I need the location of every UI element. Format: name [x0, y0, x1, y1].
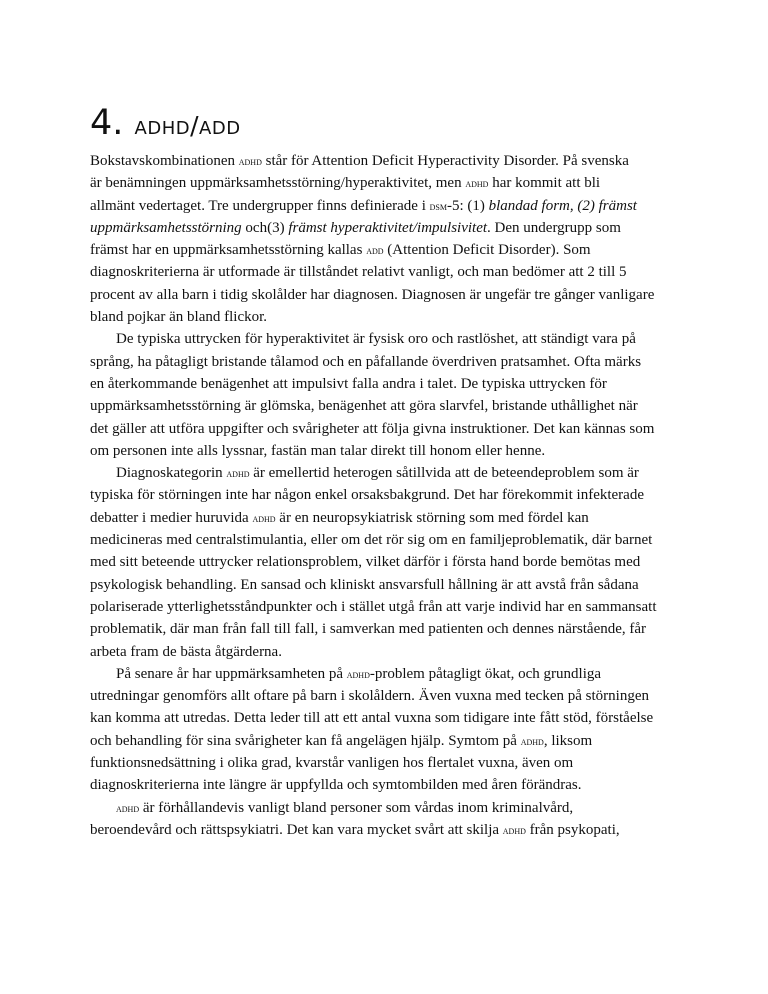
text-run: diagnoskriterierna inte längre är uppfyllda och symtombilden med åren förändras.	[90, 777, 582, 794]
text-line	[90, 284, 690, 306]
text-run: utredningar genomförs allt oftare på barn i skolåldern. Även vuxna med tecken på störningen	[90, 688, 649, 705]
text-run: beroendevård och rättspsykiatri. Det kan vara mycket svårt att skilja	[90, 821, 503, 838]
emphasis: blandad form, (2) främst	[488, 197, 637, 214]
text-line	[90, 239, 690, 261]
paragraph	[90, 462, 690, 663]
text-run: främst har en uppmärksamhetsstörning kallas	[90, 242, 367, 259]
text-line	[90, 730, 690, 752]
chapter-title: adhd/add	[134, 111, 241, 140]
emphasis: uppmärksamhetsstörning	[90, 219, 242, 236]
text-line	[90, 551, 690, 573]
abbreviation: adhd	[520, 733, 544, 748]
text-line	[90, 261, 690, 283]
text-line	[90, 574, 690, 596]
text-line	[90, 507, 690, 529]
chapter-body	[90, 150, 690, 841]
text-run: Diagnoskategorin	[116, 465, 227, 482]
text-run: Bokstavskombinationen	[90, 153, 239, 169]
text-line	[90, 462, 690, 484]
text-run: har kommit att bli	[488, 175, 601, 192]
text-line	[90, 395, 690, 417]
text-run: är förhållandevis vanligt bland personer som vårdas inom kriminalvård,	[139, 799, 574, 816]
text-line	[90, 529, 690, 551]
abbreviation: adhd	[252, 510, 276, 525]
text-line	[90, 707, 690, 729]
text-run: och(3)	[241, 219, 289, 236]
paragraph	[90, 150, 690, 328]
text-run: om personen inte alls lyssnar, fastän man talar direkt till honom eller henne.	[90, 442, 546, 459]
text-run: bland pojkar än bland flickor.	[90, 309, 268, 326]
text-line	[90, 150, 690, 172]
text-run: allmänt vedertaget. Tre undergrupper finns definierade i	[90, 197, 430, 214]
text-run: , liksom	[543, 732, 593, 749]
text-line	[90, 618, 690, 640]
text-line	[90, 819, 690, 841]
text-run: kan komma att utredas. Detta leder till att ett antal vuxna som tidigare inte fått stöd, förståelse	[90, 710, 654, 727]
text-line	[90, 440, 690, 462]
text-run: är benämningen uppmärksamhetsstörning/hyperaktivitet, men	[90, 175, 466, 192]
text-run: arbeta fram de bästa åtgärderna.	[90, 643, 282, 660]
abbreviation: adhd	[116, 800, 140, 815]
text-run: funktionsnedsättning i olika grad, kvarstår vanligen hos flertalet vuxna, även om	[90, 755, 574, 772]
text-run: och behandling för sina svårigheter kan få angelägen hjälp. Symtom på	[90, 732, 521, 749]
abbreviation: add	[366, 243, 384, 258]
text-run: . Den undergrupp som	[487, 219, 621, 236]
text-run: På senare år har uppmärksamheten på	[116, 665, 347, 682]
text-run: problematik, där man från fall till fall, i samverkan med patienten och dennes närstående, får	[90, 621, 647, 638]
text-line	[90, 418, 690, 440]
text-line	[90, 306, 690, 328]
emphasis: främst hyperaktivitet/impulsivitet	[288, 219, 488, 236]
text-line	[90, 663, 690, 685]
text-line	[90, 373, 690, 395]
text-line	[90, 596, 690, 618]
text-line	[90, 195, 690, 217]
text-run: (Attention Deficit Disorder). Som	[383, 242, 591, 259]
text-run: det gäller att utföra uppgifter och svårigheter att följa givna instruktioner. Det kan kännas som	[90, 420, 655, 437]
text-line	[90, 774, 690, 796]
text-line	[90, 351, 690, 373]
text-line	[90, 217, 690, 239]
abbreviation: dsm	[429, 198, 447, 213]
text-run: en återkommande benägenhet att impulsivt falla andra i talet. De typiska uttrycken för	[90, 375, 607, 392]
text-run: psykologisk behandling. En sansad och kliniskt ansvarsfull hållning är att avstå från sådana	[90, 576, 639, 593]
chapter-heading	[90, 103, 241, 143]
text-line	[90, 752, 690, 774]
abbreviation: adhd	[226, 466, 250, 481]
text-run: procent av alla barn i tidig skolålder har diagnosen. Diagnosen är ungefär tre gånger vanligare	[90, 286, 655, 303]
text-run: med sitt beteende uttrycker relationsproblem, vilket därför i första hand borde bemötas med	[90, 554, 641, 571]
text-run: står för Attention Deficit Hyperactivity Disorder. På svenska	[261, 153, 629, 169]
text-line	[90, 484, 690, 506]
text-line	[90, 641, 690, 663]
paragraph	[90, 797, 690, 842]
text-run: är emellertid heterogen såtillvida att de beteendeproblem som är	[249, 465, 639, 482]
text-run: De typiska uttrycken för hyperaktivitet är fysisk oro och rastlöshet, att ständigt vara på	[116, 331, 636, 348]
text-run: medicineras med centralstimulantia, eller om det rör sig om en familjeproblematik, där barnet	[90, 532, 653, 549]
paragraph	[90, 663, 690, 797]
abbreviation: adhd	[465, 176, 489, 191]
text-run: debatter i medier huruvida	[90, 509, 253, 526]
text-run: är en neuropsykiatrisk störning som med fördel kan	[275, 509, 589, 526]
text-run: uppmärksamhetsstörning är glömska, benägenhet att göra slarvfel, bristande uthållighet när	[90, 398, 638, 415]
abbreviation: adhd	[346, 666, 370, 681]
text-run: typiska för störningen inte har någon enkel orsaksbakgrund. Det har förekommit infekterade	[90, 487, 644, 504]
text-run: polariserade ytterlighetsståndpunkter och i stället utgå från att varje individ har en sammansatt	[90, 598, 657, 615]
chapter-number: 4.	[90, 103, 124, 143]
text-line	[90, 685, 690, 707]
abbreviation: adhd	[502, 822, 526, 837]
text-line	[90, 328, 690, 350]
text-run: -5: (1)	[446, 197, 489, 214]
text-run: -problem påtagligt ökat, och grundliga	[369, 665, 602, 682]
text-run: diagnoskriterierna är utformade är tillståndet relativt vanligt, och man bedömer att 2 till 5	[90, 264, 627, 281]
text-run: språng, ha påtagligt bristande tålamod och en påfallande överdriven pratsamhet. Ofta märks	[90, 353, 642, 370]
paragraph	[90, 328, 690, 462]
text-line	[90, 797, 690, 819]
abbreviation: adhd	[238, 154, 262, 168]
text-line	[90, 172, 690, 194]
text-run: från psykopati,	[525, 821, 620, 838]
